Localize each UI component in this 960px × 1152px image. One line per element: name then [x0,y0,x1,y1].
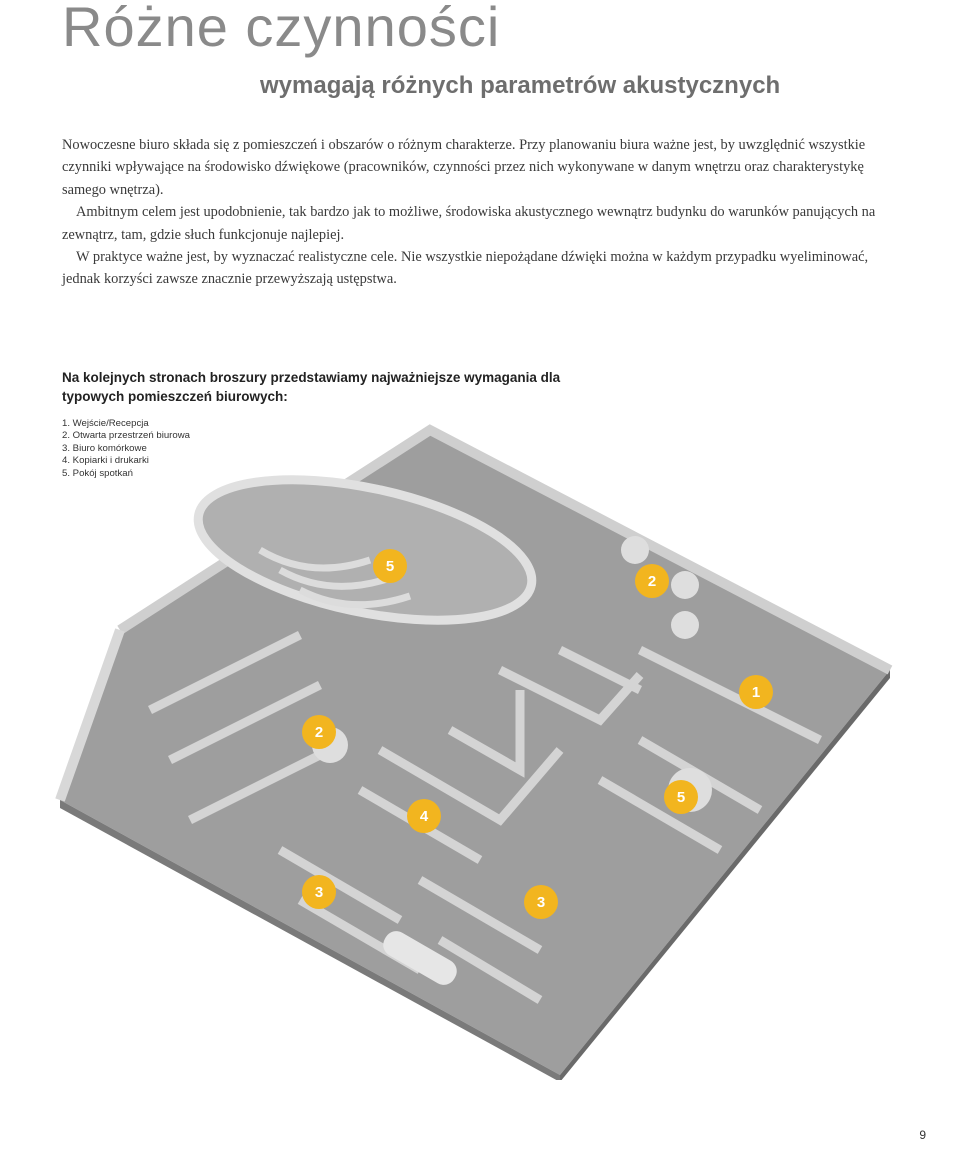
marker-meeting-room [664,780,698,814]
round-table [621,536,649,564]
intro-text [62,134,902,291]
page-number: 9 [919,1128,926,1142]
list-item: 3. Biuro komórkowe [62,442,147,454]
svg-text:3: 3 [314,884,324,901]
svg-text:5: 5 [385,558,395,575]
office-floor-plan [0,420,960,1080]
paragraph: W praktyce ważne jest, by wyznaczać realistyczne cele. Nie wszystkie niepożądane dźwięki można w każdym przypadku wyeliminować, jednak korzyści zawsze znacznie przewyższają ustępstwa. [62,249,869,288]
marker-open-office [635,564,669,598]
list-item: 5. Pokój spotkań [62,467,133,479]
svg-text:4: 4 [419,808,429,825]
page-title: Różne czynności [62,0,501,58]
round-table [671,571,699,599]
round-table [671,611,699,639]
list-item: 2. Otwarta przestrzeń biurowa [62,430,190,442]
paragraph: Ambitnym celem jest upodobnienie, tak bardzo jak to możliwe, środowiska akustycznego wewnątrz budynku do warunków panujących na zewnątrz, tam, gdzie słuch funkcjonuje najlepiej. [62,204,876,243]
paragraph: Nowoczesne biuro składa się z pomieszczeń i obszarów o różnym charakterze. Przy planowaniu biura ważne jest, by uwzględnić wszystkie czynniki wpływające na środowisko dźwiękowe (pracowników, czynności przez nich wykonywane w danym wnętrzu oraz charakterystykę samego wnętrza). [62,137,866,198]
marker-cell-office [302,875,336,909]
marker-meeting-room [373,549,407,583]
svg-text:2: 2 [647,573,657,590]
svg-text:2: 2 [314,724,324,741]
lead-text: Na kolejnych stronach broszury przedstawiamy najważniejsze wymagania dla typowych pomieszczeń biurowych: [62,370,561,404]
list-item: 4. Kopiarki i drukarki [62,455,149,467]
marker-open-office [302,715,336,749]
marker-reception [739,675,773,709]
svg-text:1: 1 [751,684,761,701]
svg-text:3: 3 [536,894,546,911]
marker-copier [407,799,441,833]
page-subtitle: wymagają różnych parametrów akustycznych [260,72,781,99]
list-item: 1. Wejście/Recepcja [62,418,149,429]
marker-cell-office [524,885,558,919]
svg-text:5: 5 [676,789,686,806]
